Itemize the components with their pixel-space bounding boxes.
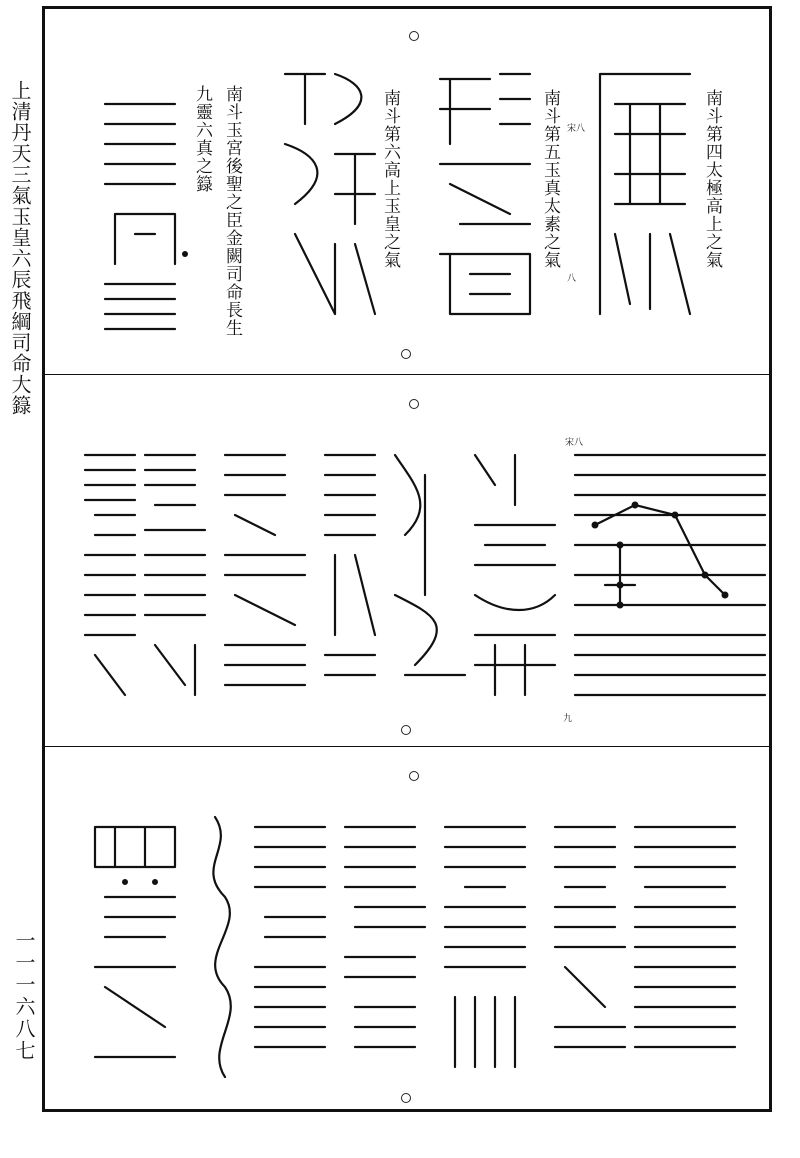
- talisman-seal: [275, 64, 385, 324]
- page-number: 一一一六八七: [12, 930, 36, 1062]
- binding-hole: [401, 725, 411, 735]
- text-column: 南斗第五玉真太素之氣: [540, 89, 560, 269]
- text-column: 南斗第四太極高上之氣: [702, 89, 722, 269]
- binding-hole: [409, 399, 419, 409]
- side-title: 上清丹天三氣玉皇六辰飛綱司命大籙: [8, 80, 32, 416]
- margin-note: 宋八: [565, 438, 584, 448]
- talisman-seal: [590, 64, 700, 324]
- margin-note: 宋八: [567, 124, 586, 134]
- talisman-seal: [85, 807, 745, 1087]
- text-column: 南斗玉宮後聖之臣金闕司命長生: [222, 85, 242, 337]
- talisman-seal: [430, 64, 540, 324]
- binding-hole: [401, 1093, 411, 1103]
- margin-note: 八: [567, 274, 577, 284]
- panel-bottom: [45, 747, 769, 1109]
- page-frame: [42, 6, 772, 1112]
- talisman-seal: [75, 445, 745, 705]
- binding-hole: [409, 771, 419, 781]
- binding-hole: [401, 349, 411, 359]
- panel-top: [45, 9, 769, 375]
- margin-note: 九: [563, 714, 573, 724]
- panel-middle: [45, 375, 769, 747]
- text-column: 九靈六真之籙: [192, 85, 212, 193]
- binding-hole: [409, 31, 419, 41]
- text-column: 南斗第六高上玉皇之氣: [380, 89, 400, 269]
- talisman-seal: [95, 94, 185, 334]
